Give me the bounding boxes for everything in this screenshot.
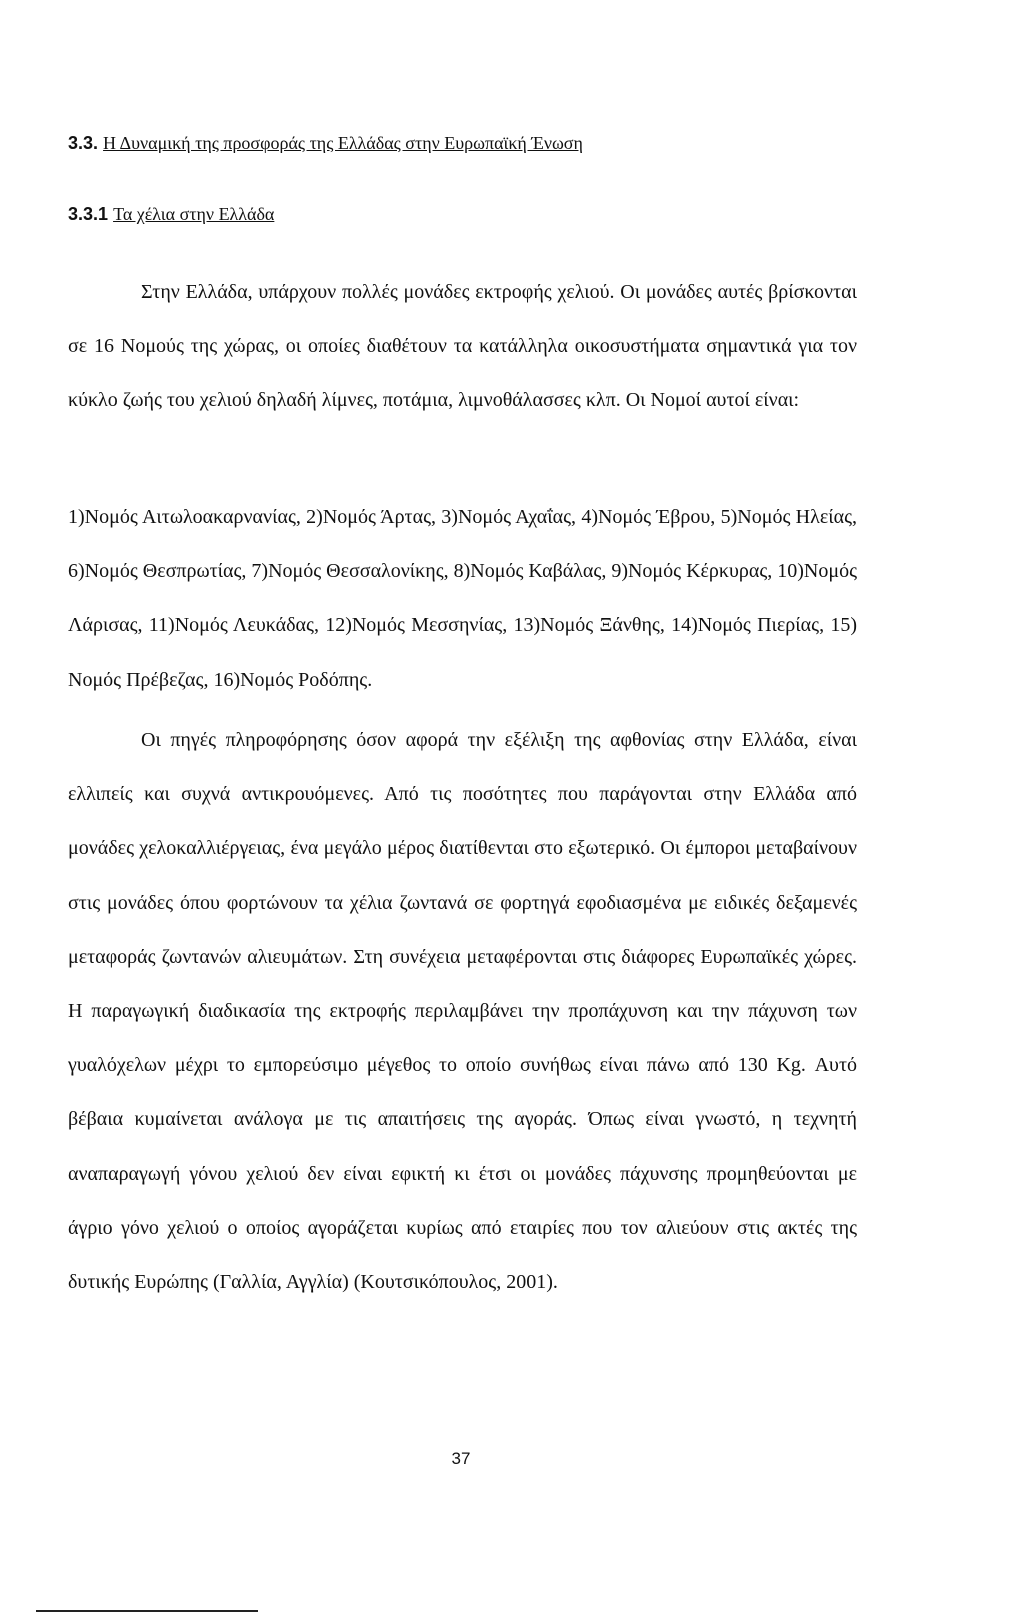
subsection-title: Τα χέλια στην Ελλάδα (113, 204, 275, 224)
subsection-heading (68, 204, 274, 225)
section-heading (68, 133, 583, 154)
prefectures-paragraph: 1)Νομός Αιτωλοακαρνανίας, 2)Νομός Άρτας, 3)Νομός Αχαΐας, 4)Νομός Έβρου, 5)Νομός Ηλείας, 6)Νομός Θεσπρωτίας, 7)Νομός Θεσσαλονίκης, 8)Νομός Καβάλας, 9)Νομός Κέρκυρας, 10)Νομός Λάρισας, 11)Νομός Λευκάδας, 12)Νομός Μεσσηνίας, 13)Νομός Ξάνθης, 14)Νομός Πιερίας, 15) Νομός Πρέβεζας, 16)Νομός Ροδόπης. (68, 506, 857, 691)
section-title: Η Δυναμική της προσφοράς της Ελλάδας στην Ευρωπαϊκή Ένωση (103, 133, 583, 153)
subsection-number: 3.3.1 (68, 204, 109, 224)
footer-rule (36, 1610, 258, 1612)
intro-paragraph: Στην Ελλάδα, υπάρχουν πολλές μονάδες εκτροφής χελιού. Οι μονάδες αυτές βρίσκονται σε 16 Νομούς της χώρας, οι οποίες διαθέτουν τα κατάλληλα οικοσυστήματα σημαντικά για τον κύκλο ζωής του χελιού δηλαδή λίμνες, ποτάμια, λιμνοθάλασσες κλπ. Οι Νομοί αυτοί είναι: (68, 281, 857, 412)
sources-paragraph: Οι πηγές πληροφόρησης όσον αφορά την εξέλιξη της αφθονίας στην Ελλάδα, είναι ελλιπείς και συχνά αντικρουόμενες. Από τις ποσότητες που παράγονται στην Ελλάδα από μονάδες χελοκαλλιέργειας, ένα μεγάλο μέρος διατίθενται στο εξωτερικό. Οι έμποροι μεταβαίνουν στις μονάδες όπου φορτώνουν τα χέλια ζωντανά σε φορτηγά εφοδιασμένα με ειδικές δεξαμενές μεταφοράς ζωντανών αλιευμάτων. Στη συνέχεια μεταφέρονται στις διάφορες Ευρωπαϊκές χώρες. Η παραγωγική διαδικασία της εκτροφής περιλαμβάνει την προπάχυνση και την πάχυνση των γυαλόχελων μέχρι το εμπορεύσιμο μέγεθος το οποίο συνήθως είναι πάνω από 130 Kg. Αυτό βέβαια κυμαίνεται ανάλογα με τις απαιτήσεις της αγοράς. Όπως είναι γνωστό, η τεχνητή αναπαραγωγή γόνου χελιού δεν είναι εφικτή κι έτσι οι μονάδες πάχυνσης προμηθεύονται με άγριο γόνο χελιού ο οποίος αγοράζεται κυρίως από εταιρίες που τον αλιεύουν στις ακτές της δυτικής Ευρώπης (Γαλλία, Αγγλία) (Κουτσικόπουλος, 2001). (68, 729, 857, 1294)
section-number: 3.3. (68, 133, 99, 153)
page-number: 37 (451, 1449, 471, 1468)
